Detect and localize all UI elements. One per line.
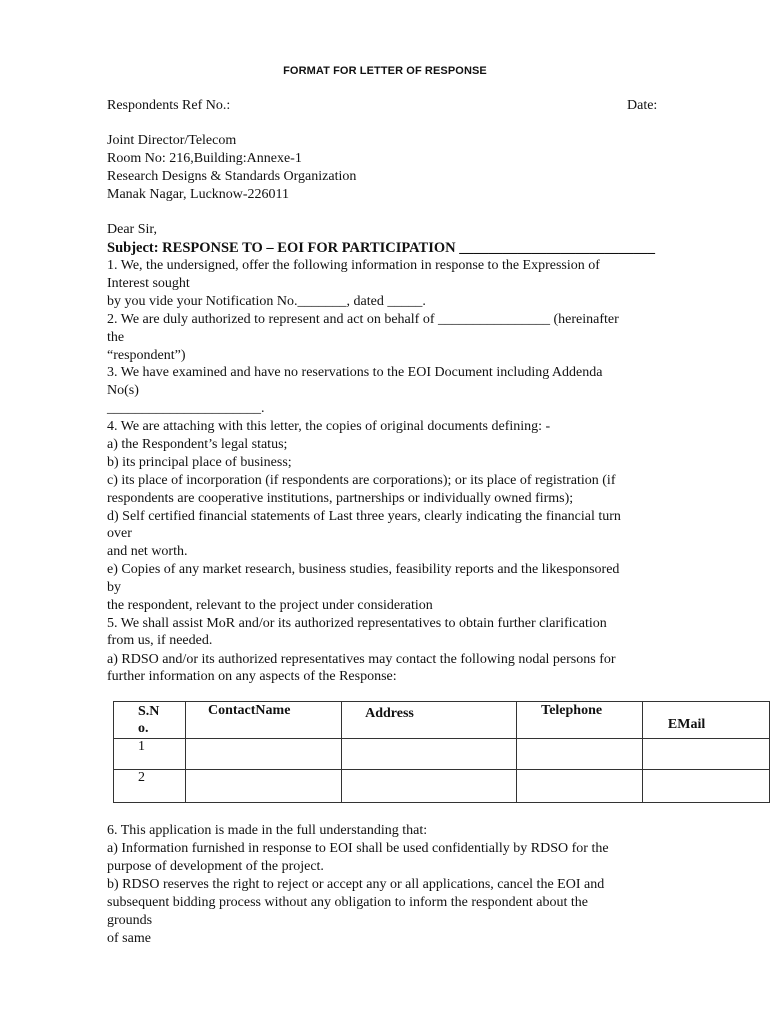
document-title: FORMAT FOR LETTER OF RESPONSE: [283, 65, 487, 77]
email-cell: [642, 739, 769, 770]
nodal-contacts-table: [113, 701, 770, 803]
telephone-cell: [517, 739, 643, 770]
salutation: Dear Sir,: [107, 222, 157, 237]
body-line: ______________________.: [107, 401, 265, 416]
email-cell: [642, 770, 769, 803]
body-line: over: [107, 526, 132, 541]
header-address: Address: [342, 702, 517, 739]
body-line: d) Self certified financial statements of Last three years, clearly indicating the financial turn: [107, 509, 621, 524]
ref-label: Respondents Ref No.:: [107, 98, 231, 113]
closing-line: of same: [107, 931, 151, 946]
header-sno-line2: o.: [138, 721, 149, 736]
header-telephone: Telephone: [517, 702, 643, 739]
body-line: c) its place of incorporation (if respondents are corporations); or its place of registration (if: [107, 473, 616, 488]
body-line: 2. We are duly authorized to represent and act on behalf of ________________ (hereinafter: [107, 312, 619, 327]
date-label: Date:: [627, 98, 658, 113]
body-line: “respondent”): [107, 348, 186, 363]
body-line: the: [107, 330, 125, 345]
closing-line: b) RDSO reserves the right to reject or accept any or all applications, cancel the EOI and: [107, 877, 605, 892]
body-line: a) the Respondent’s legal status;: [107, 437, 288, 452]
body-line: respondents are cooperative institutions, partnerships or individually owned firms);: [107, 491, 574, 506]
closing-line: 6. This application is made in the full understanding that:: [107, 823, 428, 838]
body-line: a) RDSO and/or its authorized representatives may contact the following nodal persons for: [107, 652, 616, 667]
contact-name-cell: [186, 770, 342, 803]
body-line: 3. We have examined and have no reservations to the EOI Document including Addenda: [107, 365, 603, 380]
table-header-row: [114, 702, 770, 739]
telephone-cell: [517, 770, 643, 803]
address-line: Joint Director/Telecom: [107, 133, 237, 148]
header-email: EMail: [642, 702, 769, 739]
closing-line: purpose of development of the project.: [107, 859, 324, 874]
address-line: Research Designs & Standards Organization: [107, 169, 357, 184]
body-line: b) its principal place of business;: [107, 455, 292, 470]
body-line: Interest sought: [107, 276, 190, 291]
sno-cell: 2: [114, 770, 186, 803]
body-line: from us, if needed.: [107, 633, 213, 648]
body-line: 5. We shall assist MoR and/or its authorized representatives to obtain further clarification: [107, 616, 607, 631]
body-line: by you vide your Notification No._______, dated _____.: [107, 294, 426, 309]
subject-line: Subject: RESPONSE TO – EOI FOR PARTICIPATION ___________________________: [107, 240, 655, 256]
address-line: Room No: 216,Building:Annexe-1: [107, 151, 302, 166]
body-line: e) Copies of any market research, business studies, feasibility reports and the likesponsored: [107, 562, 620, 577]
body-line: further information on any aspects of the Response:: [107, 669, 397, 684]
table-row: [114, 739, 770, 770]
address-cell: [342, 770, 517, 803]
address-cell: [342, 739, 517, 770]
address-line: Manak Nagar, Lucknow-226011: [107, 187, 290, 202]
body-line: 1. We, the undersigned, offer the following information in response to the Expression of: [107, 258, 600, 273]
body-line: the respondent, relevant to the project under consideration: [107, 598, 433, 613]
body-line: No(s): [107, 383, 139, 398]
contact-name-cell: [186, 739, 342, 770]
header-sno-line1: S.N: [138, 704, 160, 719]
sno-cell: 1: [114, 739, 186, 770]
table-row: [114, 770, 770, 803]
body-line: and net worth.: [107, 544, 188, 559]
body-line: by: [107, 580, 121, 595]
closing-line: a) Information furnished in response to EOI shall be used confidentially by RDSO for the: [107, 841, 609, 856]
closing-line: grounds: [107, 913, 153, 928]
header-sno: [114, 702, 186, 739]
closing-line: subsequent bidding process without any obligation to inform the respondent about the: [107, 895, 588, 910]
body-line: 4. We are attaching with this letter, the copies of original documents defining: -: [107, 419, 551, 434]
header-contact-name: ContactName: [186, 702, 342, 739]
